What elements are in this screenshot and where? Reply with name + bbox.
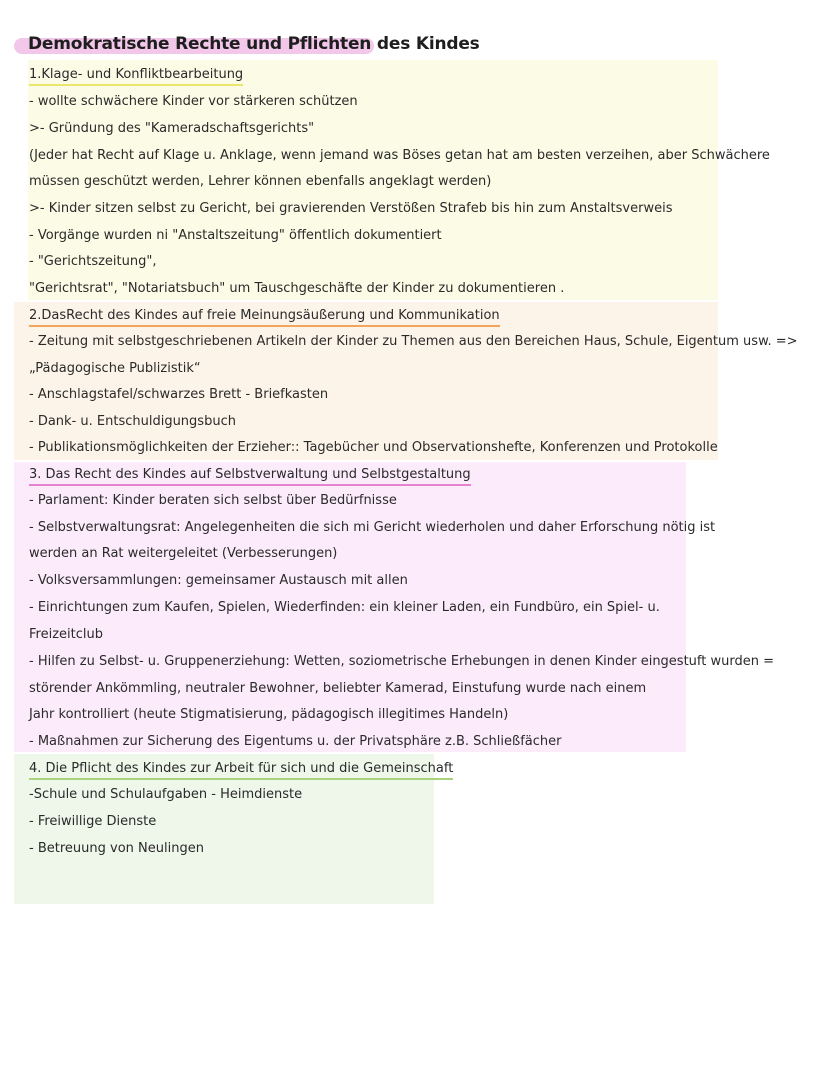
section-4-heading-text: 4. Die Pflicht des Kindes zur Arbeit für sich und die Gemeinschaft	[29, 760, 453, 780]
section-3-heading-text: 3. Das Recht des Kindes auf Selbstverwaltung und Selbstgestaltung	[29, 466, 471, 486]
section-1-heading	[29, 66, 243, 86]
section-3-line: - Maßnahmen zur Sicherung des Eigentums u. der Privatsphäre z.B. Schließfächer	[29, 734, 562, 749]
section-3-line: - Selbstverwaltungsrat: Angelegenheiten die sich mi Gericht wiederholen und daher Erforschung nötig ist	[29, 520, 716, 535]
section-3-line: - Einrichtungen zum Kaufen, Spielen, Wiederfinden: ein kleiner Laden, ein Fundbüro, ein Spiel- u.	[29, 600, 660, 615]
section-2-line: - Zeitung mit selbstgeschriebenen Artikeln der Kinder zu Themen aus den Bereichen Haus, Schule, Eigentum usw. =>	[29, 334, 798, 349]
section-3-line: Jahr kontrolliert (heute Stigmatisierung, pädagogisch illegitimes Handeln)	[29, 707, 509, 722]
section-2-line: - Publikationsmöglichkeiten der Erzieher:: Tagebücher und Observationshefte, Konferenzen und Protokolle	[29, 440, 718, 455]
section-1-line: >- Kinder sitzen selbst zu Gericht, bei gravierenden Verstößen Strafeb bis hin zum Anstaltsverweis	[29, 201, 673, 216]
section-4-line: - Freiwillige Dienste	[29, 814, 157, 829]
section-2-heading	[29, 307, 500, 327]
section-3-line: - Hilfen zu Selbst- u. Gruppenerziehung: Wetten, soziometrische Erhebungen in denen Kinder eingestuft wurden =	[29, 654, 774, 669]
section-2-line: - Dank- u. Entschuldigungsbuch	[29, 414, 236, 429]
section-1-line: - "Gerichtszeitung",	[29, 254, 157, 269]
page-title: Demokratische Rechte und Pflichten des Kindes	[28, 34, 480, 54]
section-3-heading	[29, 466, 471, 486]
section-1-line: - Vorgänge wurden ni "Anstaltszeitung" öffentlich dokumentiert	[29, 228, 442, 243]
section-1-line: >- Gründung des "Kameradschaftsgerichts"	[29, 121, 315, 136]
section-1-line: müssen geschützt werden, Lehrer können ebenfalls angeklagt werden)	[29, 174, 492, 189]
section-1-line: - wollte schwächere Kinder vor stärkeren schützen	[29, 94, 358, 109]
section-2-line: „Pädagogische Publizistik“	[29, 361, 201, 376]
section-4-line: - Betreuung von Neulingen	[29, 841, 204, 856]
section-2-line: - Anschlagstafel/schwarzes Brett - Briefkasten	[29, 387, 329, 402]
section-4-line: -Schule und Schulaufgaben - Heimdienste	[29, 787, 303, 802]
section-4-heading	[29, 760, 453, 780]
section-1-line: "Gerichtsrat", "Notariatsbuch" um Tauschgeschäfte der Kinder zu dokumentieren .	[29, 281, 565, 296]
section-1-heading-text: 1.Klage- und Konfliktbearbeitung	[29, 66, 243, 86]
section-3-line: Freizeitclub	[29, 627, 103, 642]
section-3-line: werden an Rat weitergeleitet (Verbesserungen)	[29, 546, 338, 561]
section-3-line: - Parlament: Kinder beraten sich selbst über Bedürfnisse	[29, 493, 397, 508]
section-2-heading-text: 2.DasRecht des Kindes auf freie Meinungsäußerung und Kommunikation	[29, 307, 500, 327]
section-3-line: - Volksversammlungen: gemeinsamer Austausch mit allen	[29, 573, 408, 588]
section-1-line: (Jeder hat Recht auf Klage u. Anklage, wenn jemand was Böses getan hat am besten verzeihen, aber Schwächere	[29, 148, 770, 163]
section-3-line: störender Ankömmling, neutraler Bewohner, beliebter Kamerad, Einstufung wurde nach einem	[29, 681, 647, 696]
